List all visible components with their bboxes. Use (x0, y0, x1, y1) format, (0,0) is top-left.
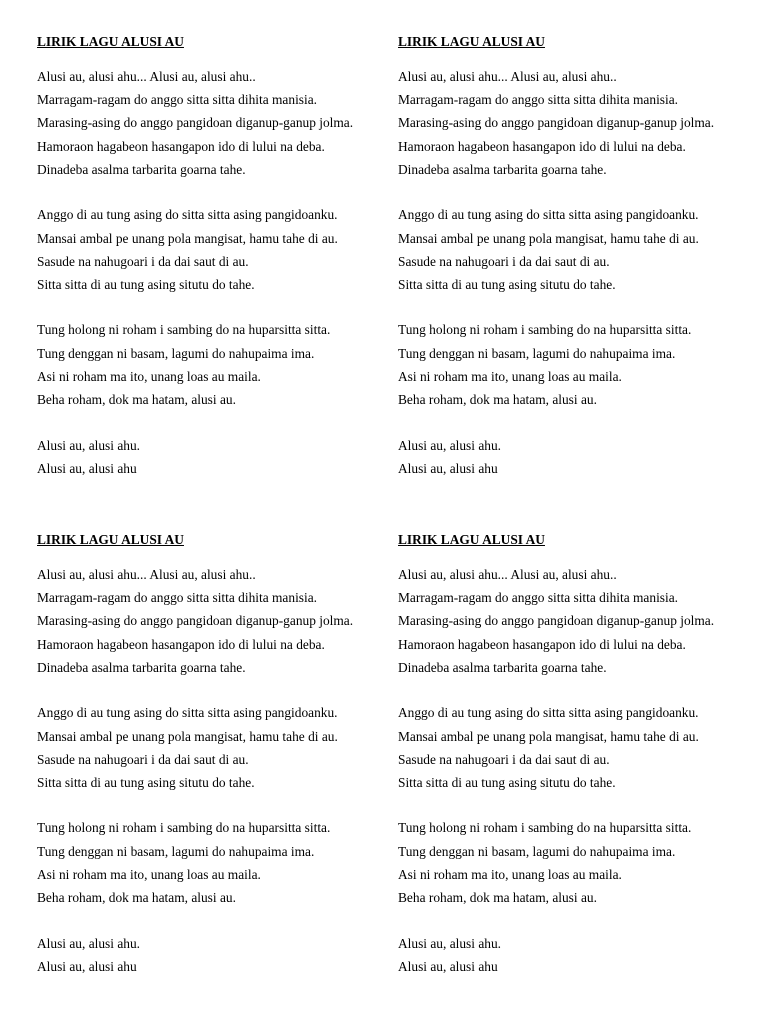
lyrics-card-top-right (398, 34, 758, 480)
lyric-line: Marragam-ragam do anggo sitta sitta dihita manisia. (398, 92, 679, 108)
lyrics-title: LIRIK LAGU ALUSI AU (398, 532, 545, 547)
stanza-1 (37, 563, 397, 679)
stanza-1 (398, 563, 758, 679)
lyric-line: Alusi au, alusi ahu... Alusi au, alusi ahu.. (37, 567, 256, 582)
stanza-1 (398, 65, 758, 181)
lyrics-title: LIRIK LAGU ALUSI AU (37, 34, 184, 49)
lyric-line: Marasing-asing do anggo pangidoan diganup-ganup jolma. (398, 613, 715, 629)
lyric-line: Anggo di au tung asing do sitta sitta asing pangidoanku. (37, 705, 338, 721)
lyric-line: Tung denggan ni basam, lagumi do nahupaima ima. (398, 843, 676, 859)
stanza-3 (398, 816, 758, 909)
lyrics-card-top-left (37, 34, 397, 480)
stanza-3 (37, 318, 397, 411)
lyric-line: Marasing-asing do anggo pangidoan diganup-ganup jolma. (398, 115, 715, 131)
lyric-line: Sasude na nahugoari i da dai saut di au. (37, 751, 249, 767)
stanza-3 (37, 816, 397, 909)
lyric-line: Tung denggan ni basam, lagumi do nahupaima ima. (398, 345, 676, 361)
lyric-line: Dinadeba asalma tarbarita goarna tahe. (37, 659, 246, 675)
lyric-line: Hamoraon hagabeon hasangapon ido di lului na deba. (37, 636, 325, 652)
lyric-line: Hamoraon hagabeon hasangapon ido di lului na deba. (398, 138, 686, 154)
lyric-line: Marasing-asing do anggo pangidoan diganup-ganup jolma. (37, 613, 354, 629)
lyrics-title: LIRIK LAGU ALUSI AU (37, 532, 184, 547)
lyric-line: Tung holong ni roham i sambing do na huparsitta sitta. (37, 322, 331, 338)
lyric-line: Asi ni roham ma ito, unang loas au maila. (398, 866, 622, 882)
lyric-line: Mansai ambal pe unang pola mangisat, hamu tahe di au. (37, 728, 338, 744)
lyric-line: Sitta sitta di au tung asing situtu do tahe. (37, 774, 255, 790)
lyrics-title: LIRIK LAGU ALUSI AU (398, 34, 545, 49)
lyric-line: Asi ni roham ma ito, unang loas au maila. (37, 368, 261, 384)
lyrics-card-bottom-right (398, 532, 758, 978)
lyric-line: Sitta sitta di au tung asing situtu do tahe. (37, 276, 255, 292)
lyric-line: Anggo di au tung asing do sitta sitta asing pangidoanku. (398, 705, 699, 721)
lyric-line: Alusi au, alusi ahu. (37, 935, 141, 951)
lyric-line: Alusi au, alusi ahu (37, 460, 137, 476)
lyric-line: Dinadeba asalma tarbarita goarna tahe. (398, 659, 607, 675)
lyric-line: Sasude na nahugoari i da dai saut di au. (37, 253, 249, 269)
lyric-line: Beha roham, dok ma hatam, alusi au. (37, 890, 236, 906)
lyric-line: Marragam-ragam do anggo sitta sitta dihita manisia. (37, 590, 318, 606)
lyric-line: Sasude na nahugoari i da dai saut di au. (398, 253, 610, 269)
lyric-line: Marragam-ragam do anggo sitta sitta dihita manisia. (398, 590, 679, 606)
lyric-line: Alusi au, alusi ahu... Alusi au, alusi ahu.. (398, 69, 617, 84)
lyric-line: Alusi au, alusi ahu. (37, 437, 141, 453)
stanza-2 (398, 701, 758, 794)
lyric-line: Beha roham, dok ma hatam, alusi au. (398, 392, 597, 408)
lyric-line: Alusi au, alusi ahu (37, 958, 137, 974)
stanza-2 (37, 203, 397, 296)
lyric-line: Beha roham, dok ma hatam, alusi au. (37, 392, 236, 408)
lyric-line: Mansai ambal pe unang pola mangisat, hamu tahe di au. (398, 728, 699, 744)
lyric-line: Hamoraon hagabeon hasangapon ido di lului na deba. (37, 138, 325, 154)
lyric-line: Sitta sitta di au tung asing situtu do tahe. (398, 276, 616, 292)
lyric-line: Alusi au, alusi ahu. (398, 437, 502, 453)
stanza-4 (398, 434, 758, 480)
stanza-1 (37, 65, 397, 181)
stanza-4 (37, 932, 397, 978)
stanza-4 (37, 434, 397, 480)
lyric-line: Mansai ambal pe unang pola mangisat, hamu tahe di au. (37, 230, 338, 246)
lyric-line: Alusi au, alusi ahu. (398, 935, 502, 951)
lyric-line: Sitta sitta di au tung asing situtu do tahe. (398, 774, 616, 790)
lyric-line: Tung holong ni roham i sambing do na huparsitta sitta. (398, 820, 692, 836)
lyric-line: Alusi au, alusi ahu (398, 958, 498, 974)
lyric-line: Mansai ambal pe unang pola mangisat, hamu tahe di au. (398, 230, 699, 246)
stanza-3 (398, 318, 758, 411)
lyric-line: Beha roham, dok ma hatam, alusi au. (398, 890, 597, 906)
lyric-line: Alusi au, alusi ahu (398, 460, 498, 476)
lyric-line: Marasing-asing do anggo pangidoan diganup-ganup jolma. (37, 115, 354, 131)
lyric-line: Hamoraon hagabeon hasangapon ido di lului na deba. (398, 636, 686, 652)
lyric-line: Sasude na nahugoari i da dai saut di au. (398, 751, 610, 767)
lyric-line: Tung denggan ni basam, lagumi do nahupaima ima. (37, 345, 315, 361)
lyric-line: Dinadeba asalma tarbarita goarna tahe. (37, 161, 246, 177)
lyric-line: Tung holong ni roham i sambing do na huparsitta sitta. (37, 820, 331, 836)
stanza-2 (398, 203, 758, 296)
lyric-line: Asi ni roham ma ito, unang loas au maila. (37, 866, 261, 882)
lyric-line: Tung holong ni roham i sambing do na huparsitta sitta. (398, 322, 692, 338)
lyric-line: Alusi au, alusi ahu... Alusi au, alusi ahu.. (37, 69, 256, 84)
lyric-line: Asi ni roham ma ito, unang loas au maila. (398, 368, 622, 384)
lyrics-card-bottom-left (37, 532, 397, 978)
lyric-line: Tung denggan ni basam, lagumi do nahupaima ima. (37, 843, 315, 859)
lyric-line: Marragam-ragam do anggo sitta sitta dihita manisia. (37, 92, 318, 108)
lyric-line: Alusi au, alusi ahu... Alusi au, alusi ahu.. (398, 567, 617, 582)
lyric-line: Anggo di au tung asing do sitta sitta asing pangidoanku. (398, 207, 699, 223)
lyric-line: Anggo di au tung asing do sitta sitta asing pangidoanku. (37, 207, 338, 223)
stanza-2 (37, 701, 397, 794)
lyric-line: Dinadeba asalma tarbarita goarna tahe. (398, 161, 607, 177)
stanza-4 (398, 932, 758, 978)
